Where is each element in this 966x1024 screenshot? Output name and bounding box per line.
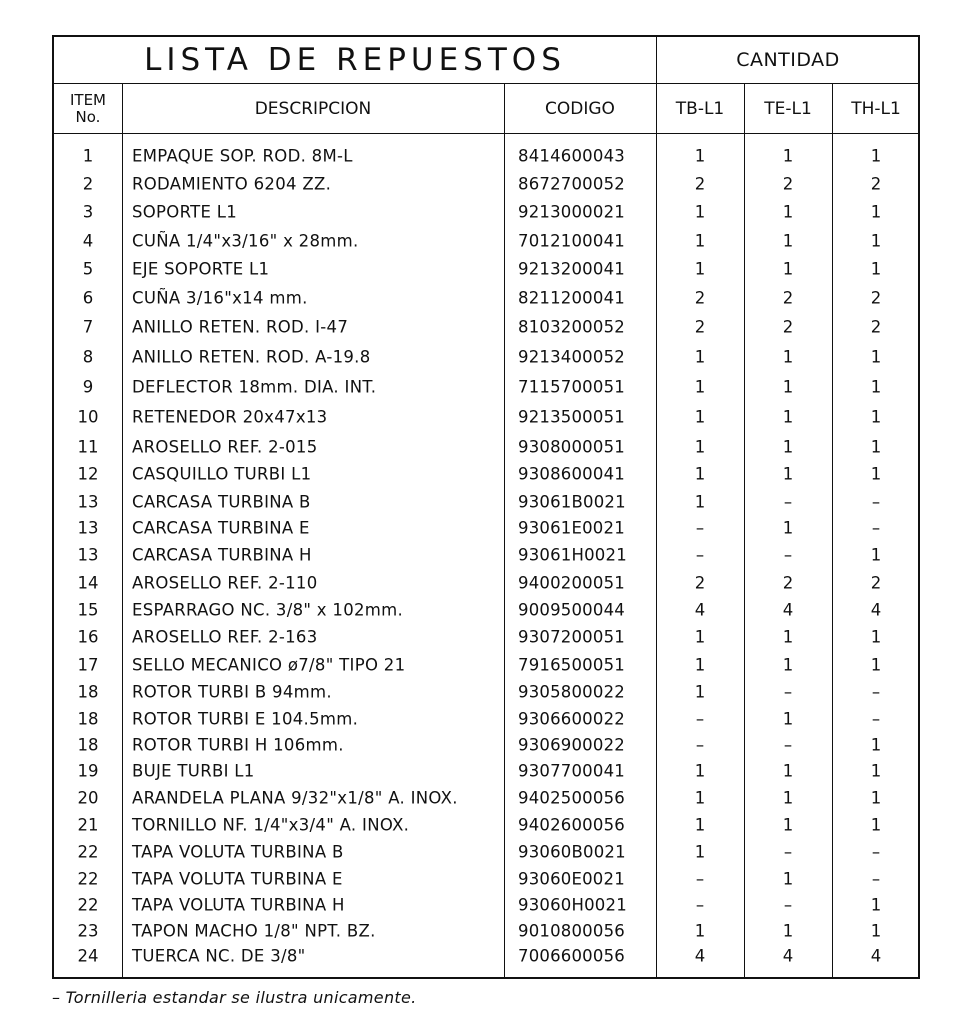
qty-tb-l1-cell: – — [695, 735, 705, 755]
qty-te-l1-cell: 4 — [782, 600, 794, 620]
qty-th-l1-cell: – — [871, 518, 881, 538]
qty-th-l1-cell: 1 — [870, 788, 882, 808]
code-cell: 9307700041 — [518, 761, 625, 781]
qty-te-l1-cell: 1 — [782, 231, 794, 251]
description-cell: ROTOR TURBI B 94mm. — [132, 682, 332, 702]
item-number: 18 — [77, 682, 99, 702]
divider-header-body — [54, 133, 918, 134]
qty-te-l1-cell: 2 — [782, 174, 794, 194]
description-cell: TAPA VOLUTA TURBINA H — [132, 895, 345, 915]
item-header-line1: ITEM — [69, 90, 106, 109]
qty-tb-l1-cell: 2 — [694, 288, 706, 308]
qty-th-l1-cell: 1 — [870, 735, 882, 755]
qty-th-l1-cell: 4 — [870, 600, 882, 620]
item-header — [54, 84, 122, 133]
description-cell: SELLO MECANICO ø7/8" TIPO 21 — [132, 655, 406, 675]
qty-te-l1-cell: 1 — [782, 788, 794, 808]
description-cell: AROSELLO REF. 2-015 — [132, 437, 318, 457]
qty-th-l1-cell: 1 — [870, 815, 882, 835]
item-number: 18 — [77, 735, 99, 755]
qty-th-l1-cell: 1 — [870, 655, 882, 675]
qty-tb-l1-cell: 1 — [694, 347, 706, 367]
parts-list-table — [52, 35, 920, 979]
qty-te-l1-cell: 1 — [782, 627, 794, 647]
qty-th-l1-cell: 1 — [870, 627, 882, 647]
qty-th-l1-cell: 2 — [870, 573, 882, 593]
qty-th-l1-cell: 1 — [870, 146, 882, 166]
qty-tb-l1-cell: – — [695, 895, 705, 915]
description-cell: TUERCA NC. DE 3/8" — [132, 946, 306, 966]
qty-th-l1-cell: 1 — [870, 545, 882, 565]
qty-te-l1-cell: 2 — [782, 288, 794, 308]
item-number: 4 — [82, 231, 94, 251]
qty-te-l1-cell: 1 — [782, 655, 794, 675]
code-cell: 93060B0021 — [518, 842, 626, 862]
code-cell: 93061E0021 — [518, 518, 625, 538]
qty-tb-l1-cell: 1 — [694, 655, 706, 675]
qty-te-l1-cell: 1 — [782, 921, 794, 941]
item-number: 13 — [77, 518, 99, 538]
qty-tb-l1-cell: 4 — [694, 600, 706, 620]
qty-tb-l1-cell: 1 — [694, 921, 706, 941]
qty-te-l1-cell: – — [783, 842, 793, 862]
description-cell: RETENEDOR 20x47x13 — [132, 407, 328, 427]
qty-tb-l1-cell: 2 — [694, 573, 706, 593]
description-cell: ESPARRAGO NC. 3/8" x 102mm. — [132, 600, 404, 620]
item-number: 10 — [77, 407, 99, 427]
tb-l1-header: TB-L1 — [675, 98, 725, 119]
qty-th-l1-cell: – — [871, 492, 881, 512]
qty-tb-l1-cell: 1 — [694, 682, 706, 702]
item-number: 21 — [77, 815, 99, 835]
qty-th-l1-cell: 2 — [870, 174, 882, 194]
code-cell: 93061H0021 — [518, 545, 627, 565]
qty-tb-l1-cell: 1 — [694, 377, 706, 397]
qty-te-l1-cell: 1 — [782, 464, 794, 484]
description-cell: CUÑA 1/4"x3/16" x 28mm. — [132, 231, 359, 251]
description-cell: RODAMIENTO 6204 ZZ. — [132, 174, 332, 194]
qty-tb-l1-cell: – — [695, 709, 705, 729]
description-cell: CARCASA TURBINA E — [132, 518, 310, 538]
item-number: 24 — [77, 946, 99, 966]
qty-tb-l1-cell: 1 — [694, 842, 706, 862]
item-number: 22 — [77, 895, 99, 915]
footnote: – Tornilleria estandar se ilustra unicamente. — [52, 988, 417, 1007]
description-cell: CASQUILLO TURBI L1 — [132, 464, 312, 484]
item-number: 16 — [77, 627, 99, 647]
qty-th-l1-cell: 1 — [870, 407, 882, 427]
description-cell: DEFLECTOR 18mm. DIA. INT. — [132, 377, 377, 397]
item-number: 8 — [82, 347, 94, 367]
qty-te-l1-cell: 1 — [782, 518, 794, 538]
qty-th-l1-cell: – — [871, 682, 881, 702]
te-l1-header: TE-L1 — [764, 98, 812, 119]
qty-te-l1-cell: 1 — [782, 815, 794, 835]
code-cell: 7006600056 — [518, 946, 625, 966]
qty-te-l1-cell: – — [783, 735, 793, 755]
code-cell: 9213400052 — [518, 347, 625, 367]
item-number: 1 — [82, 146, 94, 166]
item-number: 5 — [82, 259, 94, 279]
qty-te-l1-cell: 4 — [782, 946, 794, 966]
qty-te-l1-cell: – — [783, 545, 793, 565]
code-cell: 7012100041 — [518, 231, 625, 251]
code-cell: 8211200041 — [518, 288, 625, 308]
qty-th-l1-cell: 2 — [870, 288, 882, 308]
qty-te-l1-cell: – — [783, 492, 793, 512]
item-number: 20 — [77, 788, 99, 808]
qty-th-l1-cell: – — [871, 869, 881, 889]
qty-tb-l1-cell: 4 — [694, 946, 706, 966]
item-number: 13 — [77, 545, 99, 565]
qty-te-l1-cell: 2 — [782, 573, 794, 593]
qty-tb-l1-cell: 1 — [694, 464, 706, 484]
qty-th-l1-cell: 1 — [870, 231, 882, 251]
code-cell: 93061B0021 — [518, 492, 626, 512]
qty-tb-l1-cell: 1 — [694, 815, 706, 835]
qty-te-l1-cell: – — [783, 682, 793, 702]
description-cell: ANILLO RETEN. ROD. A-19.8 — [132, 347, 371, 367]
qty-th-l1-cell: 1 — [870, 761, 882, 781]
cantidad-header: CANTIDAD — [736, 49, 840, 71]
qty-th-l1-cell: 1 — [870, 347, 882, 367]
description-cell: TAPA VOLUTA TURBINA B — [132, 842, 344, 862]
item-number: 22 — [77, 842, 99, 862]
code-cell: 9307200051 — [518, 627, 625, 647]
description-cell: TAPA VOLUTA TURBINA E — [132, 869, 343, 889]
qty-te-l1-cell: – — [783, 895, 793, 915]
item-number: 11 — [77, 437, 99, 457]
code-cell: 93060E0021 — [518, 869, 625, 889]
item-number: 6 — [82, 288, 94, 308]
code-cell: 7115700051 — [518, 377, 625, 397]
description-cell: CARCASA TURBINA H — [132, 545, 312, 565]
description-cell: AROSELLO REF. 2-163 — [132, 627, 318, 647]
qty-th-l1-cell: – — [871, 709, 881, 729]
qty-tb-l1-cell: 1 — [694, 627, 706, 647]
code-cell: 8672700052 — [518, 174, 625, 194]
qty-te-l1-cell: 1 — [782, 146, 794, 166]
qty-tb-l1-cell: 1 — [694, 202, 706, 222]
item-header-line2: No. — [75, 107, 101, 126]
qty-th-l1-cell: 1 — [870, 377, 882, 397]
qty-th-l1-cell: 4 — [870, 946, 882, 966]
qty-te-l1-cell: 1 — [782, 347, 794, 367]
code-cell: 8103200052 — [518, 317, 625, 337]
description-cell: AROSELLO REF. 2-110 — [132, 573, 318, 593]
description-cell: SOPORTE L1 — [132, 202, 238, 222]
qty-te-l1-cell: 1 — [782, 761, 794, 781]
qty-th-l1-cell: 1 — [870, 437, 882, 457]
qty-tb-l1-cell: 1 — [694, 437, 706, 457]
code-cell: 93060H0021 — [518, 895, 627, 915]
code-cell: 9308600041 — [518, 464, 625, 484]
divider-item-desc — [122, 84, 123, 977]
qty-te-l1-cell: 1 — [782, 437, 794, 457]
item-number: 9 — [82, 377, 94, 397]
item-number: 22 — [77, 869, 99, 889]
description-cell: ARANDELA PLANA 9/32"x1/8" A. INOX. — [132, 788, 458, 808]
qty-te-l1-cell: 1 — [782, 407, 794, 427]
code-cell: 7916500051 — [518, 655, 625, 675]
qty-th-l1-cell: 1 — [870, 921, 882, 941]
qty-th-l1-cell: 1 — [870, 259, 882, 279]
description-cell: CUÑA 3/16"x14 mm. — [132, 288, 308, 308]
description-cell: EJE SOPORTE L1 — [132, 259, 270, 279]
item-number: 2 — [82, 174, 94, 194]
qty-tb-l1-cell: – — [695, 545, 705, 565]
qty-th-l1-cell: 1 — [870, 202, 882, 222]
qty-te-l1-cell: 1 — [782, 709, 794, 729]
code-cell: 9213200041 — [518, 259, 625, 279]
qty-te-l1-cell: 1 — [782, 259, 794, 279]
code-cell: 9305800022 — [518, 682, 625, 702]
code-cell: 9308000051 — [518, 437, 625, 457]
qty-te-l1-cell: 1 — [782, 869, 794, 889]
qty-tb-l1-cell: 1 — [694, 146, 706, 166]
qty-tb-l1-cell: – — [695, 869, 705, 889]
item-number: 15 — [77, 600, 99, 620]
description-cell: ROTOR TURBI E 104.5mm. — [132, 709, 359, 729]
code-cell: 9402500056 — [518, 788, 625, 808]
code-cell: 9213500051 — [518, 407, 625, 427]
qty-th-l1-cell: 1 — [870, 895, 882, 915]
description-cell: ANILLO RETEN. ROD. I-47 — [132, 317, 349, 337]
descripcion-header: DESCRIPCION — [254, 98, 372, 119]
description-cell: CARCASA TURBINA B — [132, 492, 311, 512]
qty-tb-l1-cell: 1 — [694, 231, 706, 251]
item-number: 3 — [82, 202, 94, 222]
qty-tb-l1-cell: 1 — [694, 492, 706, 512]
qty-th-l1-cell: – — [871, 842, 881, 862]
description-cell: EMPAQUE SOP. ROD. 8M-L — [132, 146, 353, 166]
code-cell: 9213000021 — [518, 202, 625, 222]
divider-desc-code — [504, 84, 505, 977]
qty-te-l1-cell: 2 — [782, 317, 794, 337]
description-cell: BUJE TURBI L1 — [132, 761, 255, 781]
description-cell: ROTOR TURBI H 106mm. — [132, 735, 344, 755]
item-number: 19 — [77, 761, 99, 781]
qty-tb-l1-cell: 1 — [694, 788, 706, 808]
item-number: 14 — [77, 573, 99, 593]
code-cell: 9010800056 — [518, 921, 625, 941]
qty-tb-l1-cell: 2 — [694, 317, 706, 337]
codigo-header: CODIGO — [545, 98, 615, 119]
qty-tb-l1-cell: – — [695, 518, 705, 538]
code-cell: 9402600056 — [518, 815, 625, 835]
item-number: 12 — [77, 464, 99, 484]
qty-te-l1-cell: 1 — [782, 202, 794, 222]
qty-th-l1-cell: 2 — [870, 317, 882, 337]
code-cell: 9306900022 — [518, 735, 625, 755]
item-number: 13 — [77, 492, 99, 512]
item-number: 18 — [77, 709, 99, 729]
qty-th-l1-cell: 1 — [870, 464, 882, 484]
code-cell: 8414600043 — [518, 146, 625, 166]
th-l1-header: TH-L1 — [851, 98, 901, 119]
qty-te-l1-cell: 1 — [782, 377, 794, 397]
table-title: LISTA DE REPUESTOS — [144, 42, 566, 78]
item-number: 17 — [77, 655, 99, 675]
code-cell: 9306600022 — [518, 709, 625, 729]
code-cell: 9400200051 — [518, 573, 625, 593]
description-cell: TAPON MACHO 1/8" NPT. BZ. — [132, 921, 376, 941]
description-cell: TORNILLO NF. 1/4"x3/4" A. INOX. — [132, 815, 410, 835]
code-cell: 9009500044 — [518, 600, 625, 620]
item-number: 23 — [77, 921, 99, 941]
item-number: 7 — [82, 317, 94, 337]
qty-tb-l1-cell: 1 — [694, 761, 706, 781]
qty-tb-l1-cell: 2 — [694, 174, 706, 194]
qty-tb-l1-cell: 1 — [694, 259, 706, 279]
qty-tb-l1-cell: 1 — [694, 407, 706, 427]
